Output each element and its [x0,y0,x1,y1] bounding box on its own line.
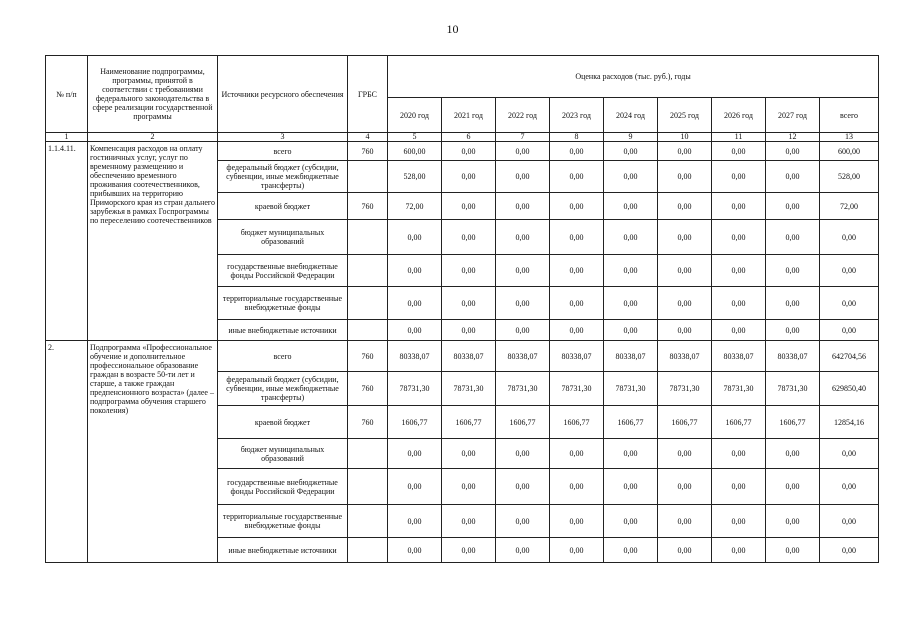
value-cell: 0,00 [442,255,496,287]
column-index: 2 [88,133,218,142]
value-cell: 0,00 [766,538,820,563]
value-cell: 0,00 [820,469,879,505]
grbs-code: 760 [348,372,388,406]
funding-source: федеральный бюджет (субсидии, субвенции, иные межбюджетные трансферты) [218,161,348,193]
funding-source: иные внебюджетные источники [218,320,348,341]
value-cell: 0,00 [712,320,766,341]
value-cell: 1606,77 [550,406,604,439]
value-cell: 78731,30 [496,372,550,406]
value-cell: 0,00 [550,220,604,255]
value-cell: 0,00 [550,538,604,563]
header-num: № п/п [46,56,88,133]
value-cell: 1606,77 [604,406,658,439]
table-row [46,142,879,161]
value-cell: 0,00 [388,287,442,320]
value-cell: 0,00 [550,439,604,469]
value-cell: 0,00 [820,439,879,469]
value-cell: 0,00 [388,505,442,538]
value-cell: 0,00 [712,538,766,563]
value-cell: 78731,30 [712,372,766,406]
row-number: 2. [46,341,88,563]
value-cell: 80338,07 [766,341,820,372]
value-cell: 0,00 [496,161,550,193]
value-cell: 0,00 [442,142,496,161]
value-cell: 0,00 [712,220,766,255]
value-cell: 0,00 [712,193,766,220]
value-cell: 0,00 [658,538,712,563]
value-cell: 0,00 [604,193,658,220]
value-cell: 1606,77 [658,406,712,439]
value-cell: 80338,07 [442,341,496,372]
grbs-code [348,538,388,563]
funding-source: всего [218,341,348,372]
value-cell: 0,00 [604,538,658,563]
value-cell: 0,00 [550,320,604,341]
column-index: 4 [348,133,388,142]
value-cell: 642704,56 [820,341,879,372]
funding-source: бюджет муниципальных образований [218,439,348,469]
value-cell: 0,00 [442,505,496,538]
value-cell: 0,00 [604,287,658,320]
value-cell: 0,00 [604,469,658,505]
header-grbs: ГРБС [348,56,388,133]
grbs-code [348,439,388,469]
program-name: Подпрограмма «Профессиональное обучение и дополнительное профессиональное образование граждан в возрасте 50-ти лет и старше, а также граждан предпенсионного возраста» (далее – подпрограмма обучения старшего поколения) [88,341,218,563]
index-row [46,133,879,142]
value-cell: 0,00 [766,142,820,161]
value-cell: 0,00 [388,220,442,255]
value-cell: 78731,30 [550,372,604,406]
funding-source: иные внебюджетные источники [218,538,348,563]
value-cell: 0,00 [820,287,879,320]
value-cell: 0,00 [388,469,442,505]
value-cell: 0,00 [550,193,604,220]
header-row [46,56,879,98]
value-cell: 0,00 [766,220,820,255]
value-cell: 528,00 [820,161,879,193]
value-cell: 0,00 [442,538,496,563]
value-cell: 0,00 [442,469,496,505]
year-header: 2026 год [712,98,766,133]
funding-source: всего [218,142,348,161]
column-index: 5 [388,133,442,142]
value-cell: 72,00 [388,193,442,220]
value-cell: 600,00 [820,142,879,161]
column-index: 12 [766,133,820,142]
value-cell: 12854,16 [820,406,879,439]
value-cell: 0,00 [388,538,442,563]
year-header: всего [820,98,879,133]
value-cell: 0,00 [388,320,442,341]
year-header: 2021 год [442,98,496,133]
value-cell: 80338,07 [604,341,658,372]
value-cell: 0,00 [820,505,879,538]
value-cell: 0,00 [766,161,820,193]
value-cell: 0,00 [442,320,496,341]
header-estimate: Оценка расходов (тыс. руб.), годы [388,56,879,98]
value-cell: 0,00 [388,255,442,287]
expense-table [45,55,879,563]
value-cell: 1606,77 [442,406,496,439]
column-index: 3 [218,133,348,142]
value-cell: 78731,30 [658,372,712,406]
value-cell: 0,00 [658,255,712,287]
value-cell: 0,00 [442,220,496,255]
value-cell: 0,00 [496,469,550,505]
value-cell: 0,00 [766,439,820,469]
funding-source: государственные внебюджетные фонды Российской Федерации [218,255,348,287]
value-cell: 80338,07 [496,341,550,372]
value-cell: 0,00 [712,469,766,505]
grbs-code [348,255,388,287]
value-cell: 78731,30 [388,372,442,406]
value-cell: 0,00 [712,142,766,161]
value-cell: 0,00 [496,142,550,161]
value-cell: 80338,07 [388,341,442,372]
value-cell: 0,00 [550,469,604,505]
value-cell: 0,00 [496,255,550,287]
value-cell: 0,00 [712,505,766,538]
value-cell: 0,00 [820,220,879,255]
table-row [46,341,879,372]
value-cell: 0,00 [766,320,820,341]
column-index: 8 [550,133,604,142]
value-cell: 0,00 [604,142,658,161]
value-cell: 0,00 [604,220,658,255]
value-cell: 0,00 [388,439,442,469]
column-index: 10 [658,133,712,142]
grbs-code: 760 [348,341,388,372]
value-cell: 0,00 [820,320,879,341]
value-cell: 0,00 [820,255,879,287]
year-header: 2020 год [388,98,442,133]
value-cell: 72,00 [820,193,879,220]
value-cell: 0,00 [712,439,766,469]
value-cell: 0,00 [658,287,712,320]
value-cell: 1606,77 [388,406,442,439]
value-cell: 600,00 [388,142,442,161]
year-header: 2022 год [496,98,550,133]
value-cell: 0,00 [496,505,550,538]
value-cell: 0,00 [550,505,604,538]
grbs-code [348,161,388,193]
value-cell: 0,00 [496,220,550,255]
value-cell: 0,00 [820,538,879,563]
value-cell: 0,00 [496,320,550,341]
value-cell: 0,00 [496,538,550,563]
value-cell: 1606,77 [766,406,820,439]
funding-source: территориальные государственные внебюджетные фонды [218,505,348,538]
value-cell: 0,00 [604,320,658,341]
value-cell: 629850,40 [820,372,879,406]
value-cell: 0,00 [712,255,766,287]
funding-source: бюджет муниципальных образований [218,220,348,255]
column-index: 9 [604,133,658,142]
value-cell: 0,00 [604,161,658,193]
grbs-code [348,287,388,320]
value-cell: 0,00 [550,287,604,320]
year-header: 2024 год [604,98,658,133]
value-cell: 0,00 [658,220,712,255]
year-header: 2025 год [658,98,712,133]
value-cell: 80338,07 [658,341,712,372]
grbs-code [348,220,388,255]
value-cell: 0,00 [550,255,604,287]
value-cell: 0,00 [658,193,712,220]
value-cell: 0,00 [604,255,658,287]
grbs-code [348,320,388,341]
column-index: 6 [442,133,496,142]
value-cell: 78731,30 [604,372,658,406]
value-cell: 80338,07 [550,341,604,372]
value-cell: 78731,30 [766,372,820,406]
value-cell: 0,00 [766,469,820,505]
value-cell: 0,00 [658,469,712,505]
value-cell: 0,00 [766,287,820,320]
page-number: 10 [446,22,459,36]
grbs-code: 760 [348,406,388,439]
year-header: 2023 год [550,98,604,133]
value-cell: 0,00 [766,193,820,220]
value-cell: 0,00 [766,255,820,287]
funding-source: федеральный бюджет (субсидии, субвенции, иные межбюджетные трансферты) [218,372,348,406]
grbs-code [348,505,388,538]
value-cell: 0,00 [442,287,496,320]
value-cell: 80338,07 [712,341,766,372]
value-cell: 0,00 [766,505,820,538]
value-cell: 0,00 [442,161,496,193]
column-index: 1 [46,133,88,142]
program-name: Компенсация расходов на оплату гостиничных услуг, услуг по временному размещению и обеспечению временного проживания соотечественников, прибывших на территорию Приморского края из стран дальнего зарубежья в рамках Госпрограммы по переселению соотечественников [88,142,218,341]
year-header: 2027 год [766,98,820,133]
column-index: 13 [820,133,879,142]
value-cell: 0,00 [658,161,712,193]
value-cell: 0,00 [658,142,712,161]
funding-source: территориальные государственные внебюджетные фонды [218,287,348,320]
funding-source: краевой бюджет [218,193,348,220]
funding-source: краевой бюджет [218,406,348,439]
value-cell: 0,00 [550,142,604,161]
value-cell: 0,00 [604,439,658,469]
value-cell: 0,00 [712,161,766,193]
value-cell: 0,00 [496,439,550,469]
grbs-code: 760 [348,193,388,220]
funding-source: государственные внебюджетные фонды Российской Федерации [218,469,348,505]
header-name: Наименование подпрограммы, программы, принятой в соответствии с требованиями федерального законодательства в сфере реализации государственной программы [88,56,218,133]
column-index: 11 [712,133,766,142]
value-cell: 0,00 [604,505,658,538]
grbs-code: 760 [348,142,388,161]
value-cell: 1606,77 [712,406,766,439]
value-cell: 0,00 [496,193,550,220]
value-cell: 78731,30 [442,372,496,406]
row-number: 1.1.4.11. [46,142,88,341]
column-index: 7 [496,133,550,142]
value-cell: 0,00 [658,439,712,469]
value-cell: 0,00 [442,193,496,220]
value-cell: 0,00 [550,161,604,193]
grbs-code [348,469,388,505]
value-cell: 528,00 [388,161,442,193]
value-cell: 0,00 [442,439,496,469]
value-cell: 1606,77 [496,406,550,439]
value-cell: 0,00 [712,287,766,320]
value-cell: 0,00 [658,320,712,341]
value-cell: 0,00 [496,287,550,320]
value-cell: 0,00 [658,505,712,538]
header-sources: Источники ресурсного обеспечения [218,56,348,133]
